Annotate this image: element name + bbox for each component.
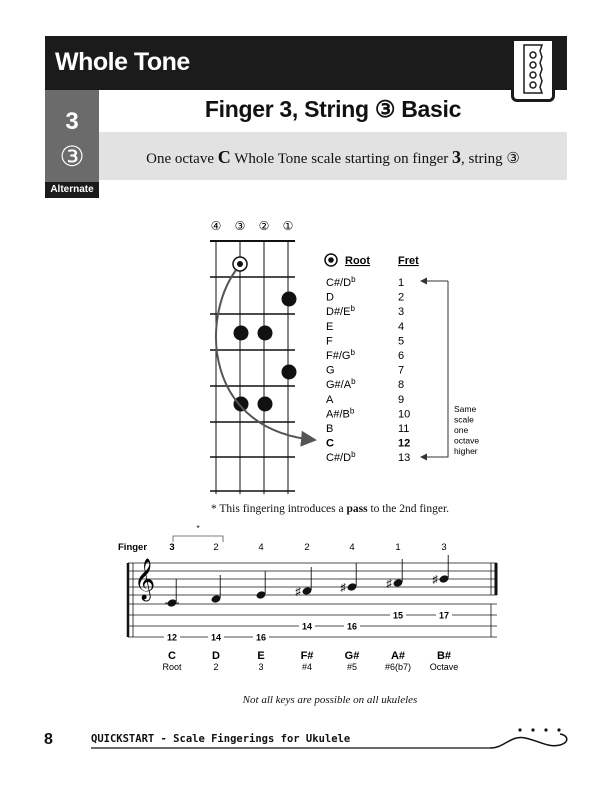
sharp-icon: ♯: [295, 586, 301, 598]
page-number: 8: [44, 731, 53, 748]
footer-headstock: [490, 734, 567, 748]
footer-dot: [531, 728, 534, 731]
side-note-line: one: [454, 425, 469, 435]
legend-fret: 6: [398, 350, 405, 362]
footnote-suffix: to the 2nd finger.: [367, 503, 450, 515]
tab-number: 16: [346, 621, 358, 632]
legend-note: B: [326, 423, 334, 435]
legend-note: G: [326, 364, 335, 377]
sharp-icon: ♯: [386, 578, 392, 590]
footer-dot: [557, 728, 560, 731]
legend-note: $D\#/E^b$: [326, 304, 355, 319]
bottom-note: Not all keys are possible on all ukuleles: [242, 694, 418, 706]
legend-fret: 12: [398, 437, 411, 450]
tab-number: 16: [255, 632, 267, 643]
side-finger-number: 3: [65, 108, 79, 135]
tab-number: 15: [392, 610, 404, 621]
note-name: A#: [390, 650, 406, 662]
note-name: D: [212, 650, 220, 662]
subtitle-finger: 3: [452, 147, 461, 167]
legend-fret: 3: [398, 306, 405, 319]
scale-degree: 3: [258, 662, 264, 672]
legend-fret: 4: [398, 320, 405, 333]
note-name: G#: [344, 650, 360, 662]
side-note-line: higher: [454, 446, 478, 456]
legend-fret: 11: [398, 423, 410, 435]
finger-number: 4: [258, 542, 264, 553]
finger-number: 3: [441, 542, 447, 553]
legend-note: D: [326, 291, 334, 304]
finger-number: 1: [395, 542, 401, 553]
sharp-icon: ♯: [340, 582, 346, 594]
subtitle-suffix: , string ③: [461, 151, 520, 167]
scale-degree: #5: [346, 662, 358, 672]
legend-note: $C\#/D^b$: [326, 275, 356, 289]
legend-note: $A\#/B^b$: [326, 406, 355, 421]
subtitle-prefix: One octave: [146, 151, 218, 167]
note-name: F#: [300, 650, 314, 662]
finger-number: 4: [349, 542, 355, 553]
scale-degree: 2: [213, 662, 219, 672]
legend-fret: 7: [398, 364, 405, 377]
alternate-label: Alternate: [45, 182, 99, 198]
legend-note: A: [326, 393, 334, 406]
side-note-line: Same: [454, 404, 477, 414]
string-number-4: ④: [210, 219, 222, 233]
footnote-bold: pass: [346, 503, 368, 515]
legend-fret: 1: [398, 277, 405, 289]
subtitle-key: C: [217, 147, 231, 167]
tab-number: 14: [210, 632, 222, 643]
tab-number: 17: [438, 610, 450, 621]
legend-note: C: [326, 437, 334, 450]
side-note-line: scale: [454, 414, 474, 425]
scale-degree: #4: [301, 662, 313, 672]
legend-note: E: [326, 320, 334, 333]
scale-degree: Root: [162, 662, 182, 672]
finger-label: Finger: [118, 542, 148, 553]
side-string-number: ③: [59, 140, 85, 173]
note-name: B#: [436, 650, 452, 662]
legend-note: $C\#/D^b$: [326, 450, 356, 465]
legend-fret: 2: [398, 291, 405, 304]
note-name: E: [257, 650, 265, 662]
side-note-line: octave: [454, 435, 480, 446]
finger-number: 2: [213, 542, 219, 553]
scale-degree: Octave: [429, 662, 459, 672]
legend-root-label: Root: [345, 255, 371, 267]
section-heading: Finger 3, String ③ Basic: [204, 96, 462, 122]
scale-degree: #6(b7): [384, 662, 412, 672]
legend-note: $G\#/A^b$: [326, 377, 356, 392]
pass-mark: *: [196, 524, 200, 533]
footer-title: QUICKSTART - Scale Fingerings for Ukulele: [91, 733, 351, 745]
footnote-prefix: * This fingering introduces a: [210, 503, 347, 515]
legend-fret-label: Fret: [398, 255, 419, 267]
treble-clef-icon: 𝄞: [134, 559, 156, 600]
legend-note: $F\#/G^b$: [326, 348, 355, 362]
legend-fret: 13: [398, 452, 411, 465]
legend-fret: 9: [398, 393, 405, 406]
page-title: Whole Tone: [55, 48, 190, 76]
tab-number: 14: [301, 621, 313, 632]
string-number-3: ③: [234, 219, 246, 233]
legend-fret: 10: [398, 408, 411, 421]
footer-dot: [544, 728, 547, 731]
finger-number: 3: [169, 542, 175, 553]
string-number-1: ①: [282, 219, 294, 233]
legend-fret: 5: [398, 335, 405, 348]
subtitle-middle: Whole Tone scale starting on finger: [230, 151, 452, 167]
finger-number: 2: [304, 542, 310, 553]
footer-dot: [518, 728, 521, 731]
note-name: C: [168, 650, 176, 662]
tab-number: 12: [166, 632, 178, 643]
sharp-icon: ♯: [432, 574, 438, 586]
legend-fret: 8: [398, 379, 405, 392]
legend-note: F: [326, 335, 333, 348]
string-number-2: ②: [258, 219, 270, 233]
